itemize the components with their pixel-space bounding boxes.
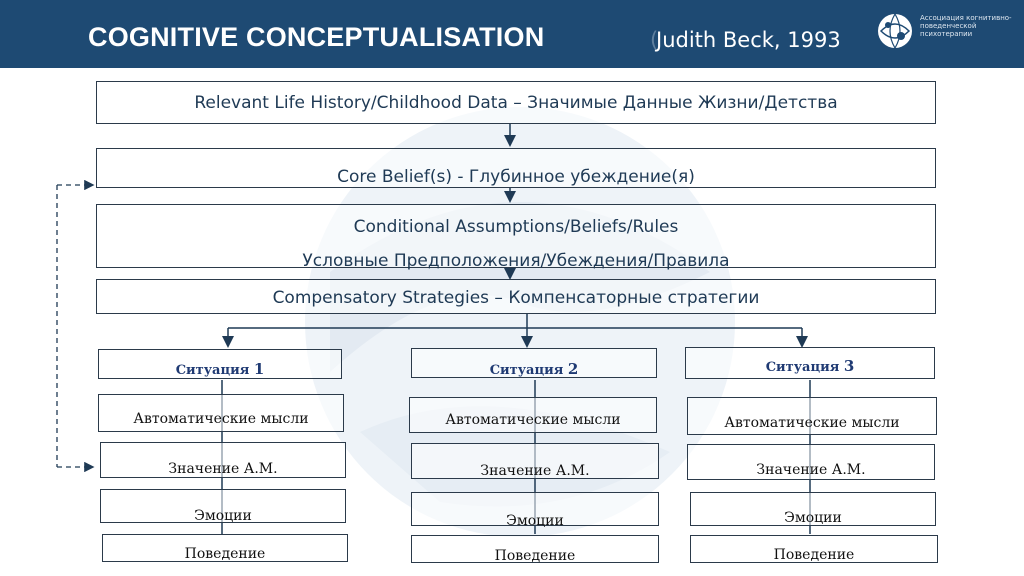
emotions-label: Эмоции	[506, 513, 564, 529]
compensatory-label: Compensatory Strategies – Компенсаторные стратегии	[272, 288, 760, 308]
conditional-label-en: Conditional Assumptions/Beliefs/Rules	[353, 217, 679, 237]
behavior-label: Поведение	[494, 548, 576, 564]
situation-label: Ситуация	[489, 363, 564, 378]
conditional-assumptions-box	[96, 204, 936, 271]
behavior-box-1	[102, 534, 348, 562]
slide-title: COGNITIVE CONCEPTUALISATION	[88, 22, 545, 52]
situation-box-2	[411, 348, 657, 378]
meaning-box-1	[100, 442, 346, 478]
situation-number: 2	[567, 360, 579, 378]
auto-thoughts-label: Автоматические мысли	[445, 412, 621, 428]
auto-thoughts-label: Автоматические мысли	[724, 415, 900, 431]
situation-number: 3	[843, 357, 855, 375]
meaning-label: Значение А.М.	[480, 463, 590, 479]
emotions-label: Эмоции	[194, 508, 252, 524]
situation-label: Ситуация	[175, 363, 250, 378]
situation-label: Ситуация	[765, 360, 840, 375]
life-history-label: Relevant Life History/Childhood Data – Значимые Данные Жизни/Детства	[194, 93, 838, 113]
core-beliefs-box	[96, 148, 936, 188]
auto-thoughts-box-2	[409, 397, 657, 433]
meaning-label: Значение А.М.	[168, 461, 278, 477]
emotions-label: Эмоции	[784, 510, 842, 526]
emotions-box-1	[100, 489, 346, 523]
life-history-box	[96, 81, 936, 124]
conditional-label-ru: Условные Предположения/Убеждения/Правила	[302, 251, 730, 271]
core-beliefs-label: Core Belief(s) - Глубинное убеждение(я)	[337, 167, 695, 187]
compensatory-strategies-box	[96, 279, 936, 314]
situation-number: 1	[253, 360, 265, 378]
emotions-box-2	[411, 492, 659, 529]
org-name: Ассоциация когнитивно-поведенческой психотерапии	[920, 14, 1012, 38]
emotions-box-3	[690, 492, 936, 526]
author-paren: (	[650, 28, 659, 52]
behavior-label: Поведение	[773, 547, 855, 563]
auto-thoughts-box-1	[98, 394, 344, 432]
meaning-box-2	[411, 443, 659, 479]
author-citation: Judith Beck, 1993	[656, 28, 841, 52]
behavior-label: Поведение	[184, 546, 266, 562]
behavior-box-3	[690, 535, 938, 563]
meaning-box-3	[687, 444, 935, 480]
auto-thoughts-label: Автоматические мысли	[133, 411, 309, 427]
behavior-box-2	[411, 535, 659, 563]
auto-thoughts-box-3	[687, 397, 937, 435]
meaning-label: Значение А.М.	[756, 462, 866, 478]
situation-box-1	[98, 349, 342, 379]
situation-box-3	[685, 347, 935, 379]
